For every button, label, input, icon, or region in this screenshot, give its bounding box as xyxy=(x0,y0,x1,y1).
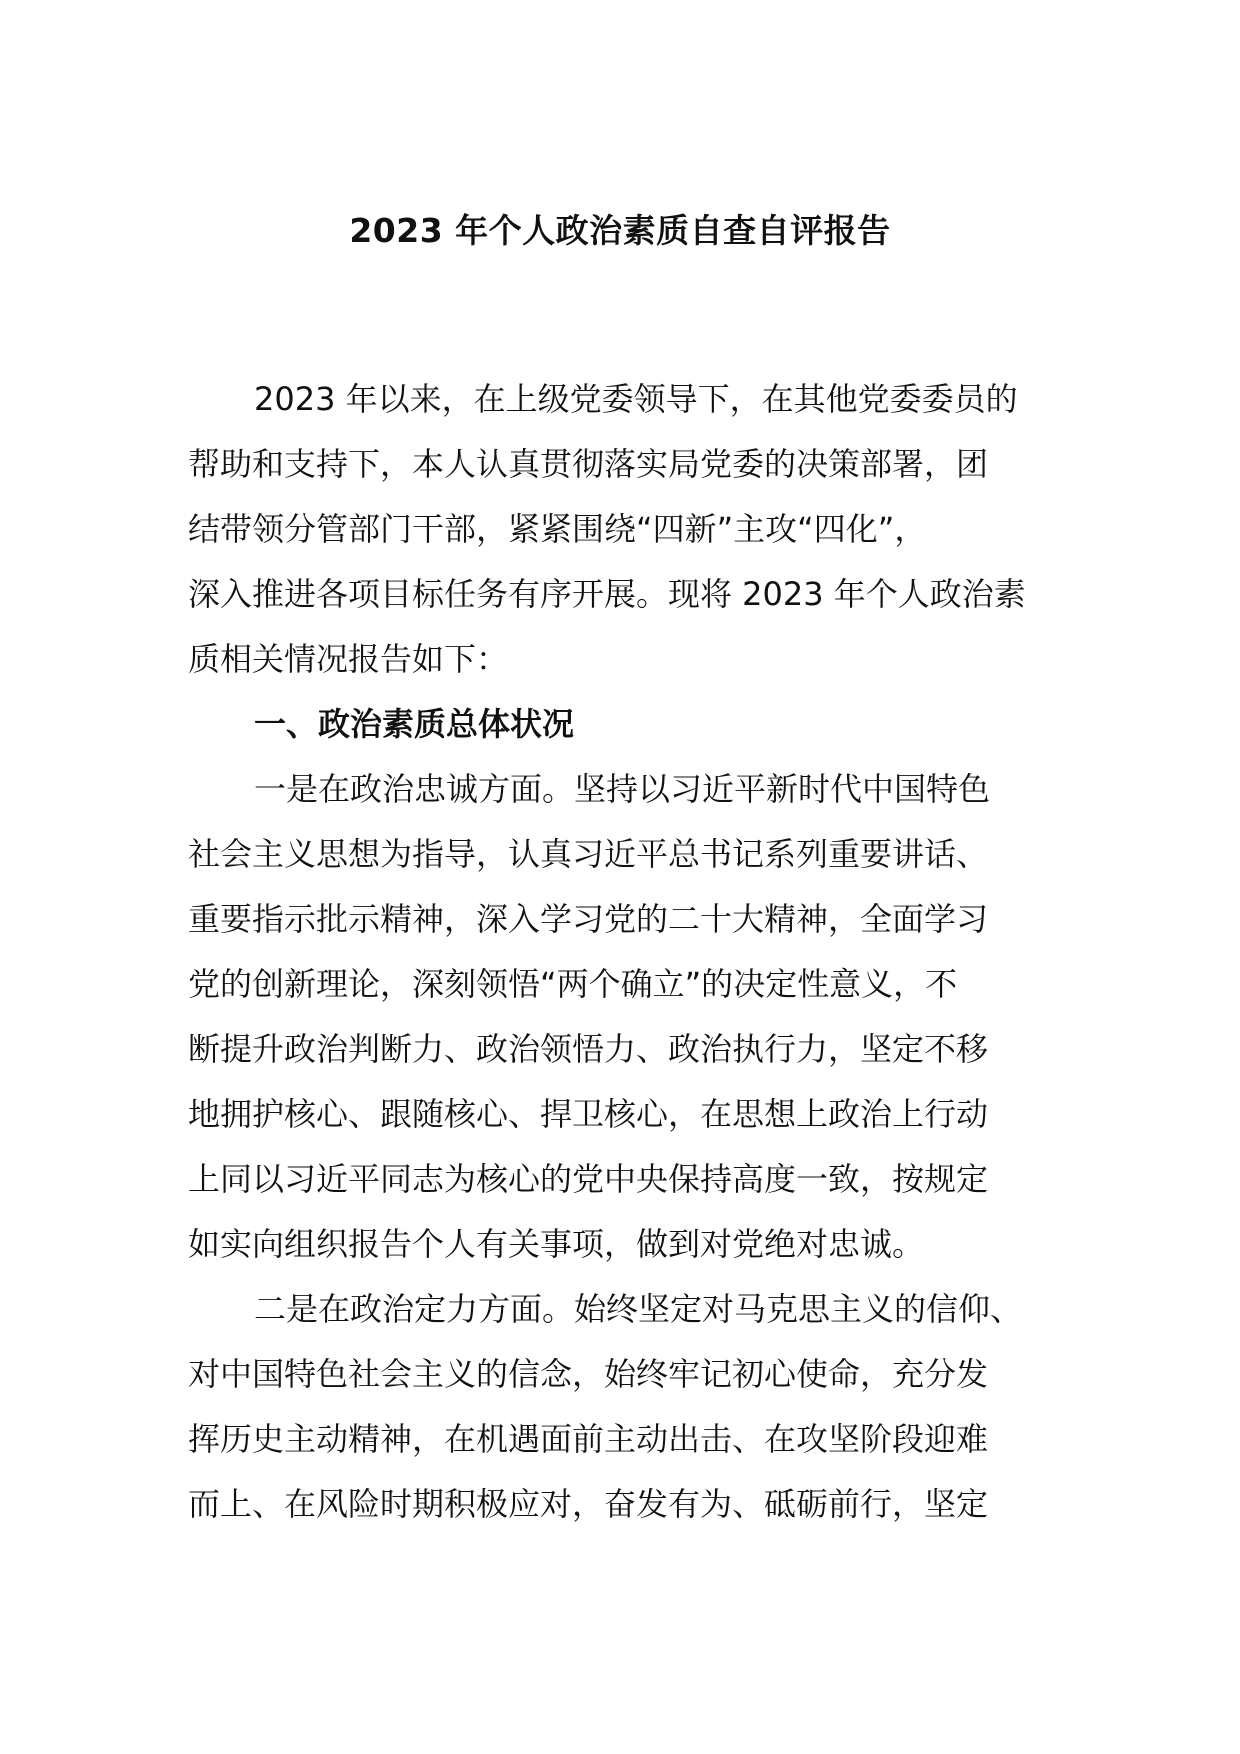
body-line: 如实向组织报告个人有关事项，做到对党绝对忠诚。 xyxy=(188,1225,925,1263)
body-line: 对中国特色社会主义的信念，始终牢记初心使命，充分发 xyxy=(188,1355,989,1393)
body-line: 上同以习近平同志为核心的党中央保持高度一致，按规定 xyxy=(188,1160,989,1198)
body-line: 帮助和支持下，本人认真贯彻落实局党委的决策部署，团 xyxy=(188,445,989,483)
body-line: 而上、在风险时期积极应对，奋发有为、砥砺前行，坚定 xyxy=(188,1485,989,1523)
body-line: 地拥护核心、跟随核心、捍卫核心，在思想上政治上行动 xyxy=(188,1095,989,1133)
body-line: 社会主义思想为指导，认真习近平总书记系列重要讲话、 xyxy=(188,835,989,873)
section-heading: 一、政治素质总体状况 xyxy=(254,705,575,743)
body-line: 一是在政治忠诚方面。坚持以习近平新时代中国特色 xyxy=(254,770,991,808)
body-line: 党的创新理论，深刻领悟“两个确立”的决定性意义，不 xyxy=(188,965,958,1003)
document-title: 2023 年个人政治素质自查自评报告 xyxy=(349,211,891,250)
body-line: 挥历史主动精神，在机遇面前主动出击、在攻坚阶段迎难 xyxy=(188,1420,989,1458)
document-body xyxy=(188,367,1068,1537)
body-line: 质相关情况报告如下： xyxy=(188,640,509,678)
body-line: 深入推进各项目标任务有序开展。现将 2023 年个人政治素 xyxy=(188,575,1026,613)
body-line: 重要指示批示精神，深入学习党的二十大精神，全面学习 xyxy=(188,900,989,938)
body-line: 断提升政治判断力、政治领悟力、政治执行力，坚定不移 xyxy=(188,1030,989,1068)
body-line: 二是在政治定力方面。始终坚定对马克思主义的信仰、 xyxy=(254,1290,1023,1328)
body-line: 结带领分管部门干部，紧紧围绕“四新”主攻“四化”， xyxy=(188,510,927,548)
body-line: 2023 年以来，在上级党委领导下，在其他党委委员的 xyxy=(254,380,1018,418)
